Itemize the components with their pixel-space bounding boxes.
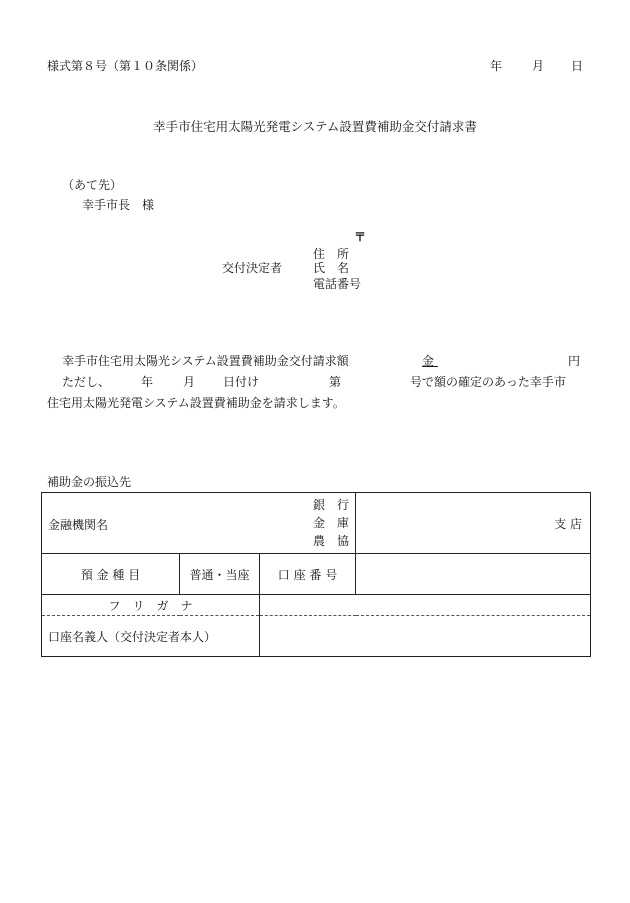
phone-label: 電話番号 [313,277,362,291]
postal-mark: 〒 [354,230,367,244]
request-statement: 住宅用太陽光発電システム設置費補助金を請求します。 [47,396,345,410]
proviso-end: 号で額の確定のあった幸手市 [410,375,566,389]
request-amount-label: 幸手市住宅用太陽光システム設置費補助金交付請求額 [62,354,349,368]
proviso-month: 月 [183,375,196,389]
addressee-name: 幸手市長 様 [82,198,155,212]
furigana-label: フ リ ガ ナ [42,595,260,616]
account-holder-label: 口座名義人（交付決定者本人） [42,616,260,657]
account-number-field[interactable] [356,554,591,595]
branch-label: 支 店 [554,516,583,531]
proviso-year: 年 [141,375,154,389]
date-month-label: 月 [532,59,545,73]
address-label: 住 所 [313,247,350,261]
nokyo-option: 農 協 [313,534,350,548]
proviso-start: ただし、 [62,375,111,389]
amount-prefix: 金 [422,354,435,368]
proviso-number: 第 [329,375,342,389]
branch-cell [356,493,591,554]
amount-field [422,355,580,367]
proviso-day: 日付け [223,375,260,389]
institution-label: 金融機関名 [48,518,109,532]
addressee-prefix: （あて先） [62,178,123,192]
shinkin-option: 金 庫 [313,516,350,530]
document-title: 幸手市住宅用太陽光発電システム設置費補助金交付請求書 [153,119,477,134]
name-label: 氏 名 [313,261,350,275]
furigana-field[interactable] [260,595,591,616]
institution-cell [42,493,356,554]
form-number: 様式第８号（第１０条関係） [47,59,204,73]
deposit-type-label: 預 金 種 目 [42,554,180,595]
bank-transfer-table [41,492,591,657]
amount-suffix: 円 [567,354,580,368]
account-holder-field[interactable] [260,616,591,657]
bank-section-title: 補助金の振込先 [47,475,132,489]
date-year-label: 年 [490,59,503,73]
bank-option: 銀 行 [313,498,350,512]
applicant-role: 交付決定者 [222,261,283,275]
date-day-label: 日 [571,59,584,73]
deposit-type-value: 普通・当座 [180,554,260,595]
account-number-label: 口 座 番 号 [260,554,356,595]
